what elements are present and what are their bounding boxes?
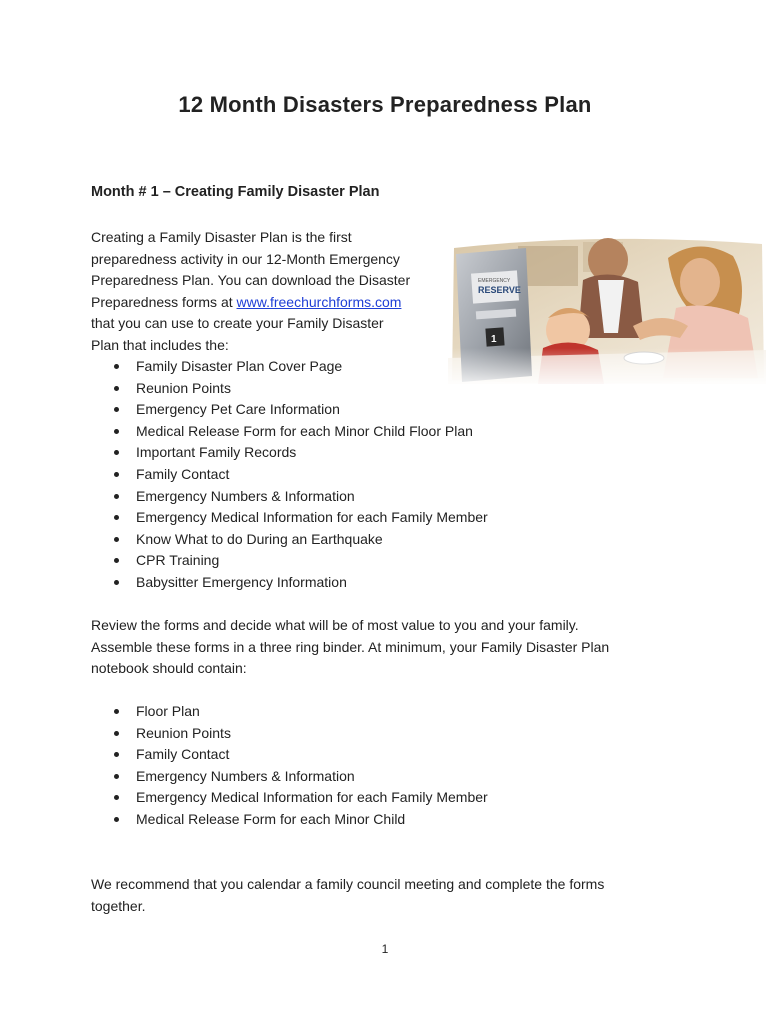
bullet <box>114 752 119 757</box>
bullet <box>114 494 119 499</box>
list-item: Family Disaster Plan Cover Page <box>91 356 691 378</box>
list-item: Family Contact <box>91 744 691 766</box>
freechurchforms-link[interactable]: www.freechurchforms.com <box>236 293 402 310</box>
bullet <box>114 429 119 434</box>
intro-line: preparedness activity in our 12-Month Emergency <box>91 250 400 267</box>
intro-line: Preparedness Plan. You can download the Disaster <box>91 272 411 288</box>
list-item: Emergency Medical Information for each Family Member <box>91 787 691 809</box>
bullet <box>114 558 119 563</box>
review-paragraph <box>91 615 681 680</box>
package-number: 1 <box>491 334 497 345</box>
bullet <box>114 364 119 369</box>
bullet <box>114 515 119 520</box>
bullet <box>114 731 119 736</box>
intro-paragraph <box>91 227 451 356</box>
bullet <box>114 580 119 585</box>
list-item: Emergency Numbers & Information <box>91 766 691 788</box>
recommend-line: We recommend that you calendar a family council meeting and complete the forms <box>91 876 605 892</box>
bullet <box>114 386 119 391</box>
package-subtitle: EMERGENCY <box>478 278 511 284</box>
list-item: Medical Release Form for each Minor Child Floor Plan <box>91 421 691 443</box>
intro-line: Plan that includes the: <box>91 336 229 353</box>
list-item: Emergency Pet Care Information <box>91 399 691 421</box>
bullet <box>114 774 119 779</box>
package-label: RESERVE <box>478 285 521 295</box>
review-line: notebook should contain: <box>91 660 247 677</box>
intro-line: that you can use to create your Family Disaster <box>91 315 384 331</box>
bullet <box>114 795 119 800</box>
list-item: Medical Release Form for each Minor Child <box>91 809 691 831</box>
bullet <box>114 472 119 477</box>
review-line: Assemble these forms in a three ring binder. At minimum, your Family Disaster Plan <box>91 638 610 655</box>
intro-line: Preparedness forms at <box>91 293 237 310</box>
list-item: Reunion Points <box>91 723 691 745</box>
forms-list <box>91 356 691 594</box>
list-item: Family Contact <box>91 464 691 486</box>
list-item: Babysitter Emergency Information <box>91 572 691 594</box>
list-item: CPR Training <box>91 550 691 572</box>
bullet <box>114 709 119 714</box>
page-title: 12 Month Disasters Preparedness Plan <box>178 92 592 117</box>
page-number: 1 <box>381 942 389 956</box>
list-item: Floor Plan <box>91 701 691 723</box>
bullet <box>114 537 119 542</box>
minimum-contents-list <box>91 701 691 831</box>
review-line: Review the forms and decide what will be of most value to you and your family. <box>91 617 579 633</box>
bullet <box>114 450 119 455</box>
list-item: Emergency Numbers & Information <box>91 486 691 508</box>
list-item: Important Family Records <box>91 442 691 464</box>
section-heading: Month # 1 – Creating Family Disaster Plan <box>91 184 380 200</box>
list-item: Emergency Medical Information for each Family Member <box>91 507 691 529</box>
list-item: Know What to do During an Earthquake <box>91 529 691 551</box>
recommend-line: together. <box>91 897 146 914</box>
bullet <box>114 817 119 822</box>
intro-line-with-link <box>91 292 451 314</box>
recommend-paragraph <box>91 874 681 917</box>
intro-line: Creating a Family Disaster Plan is the first <box>91 229 352 245</box>
bullet <box>114 407 119 412</box>
list-item: Reunion Points <box>91 378 691 400</box>
